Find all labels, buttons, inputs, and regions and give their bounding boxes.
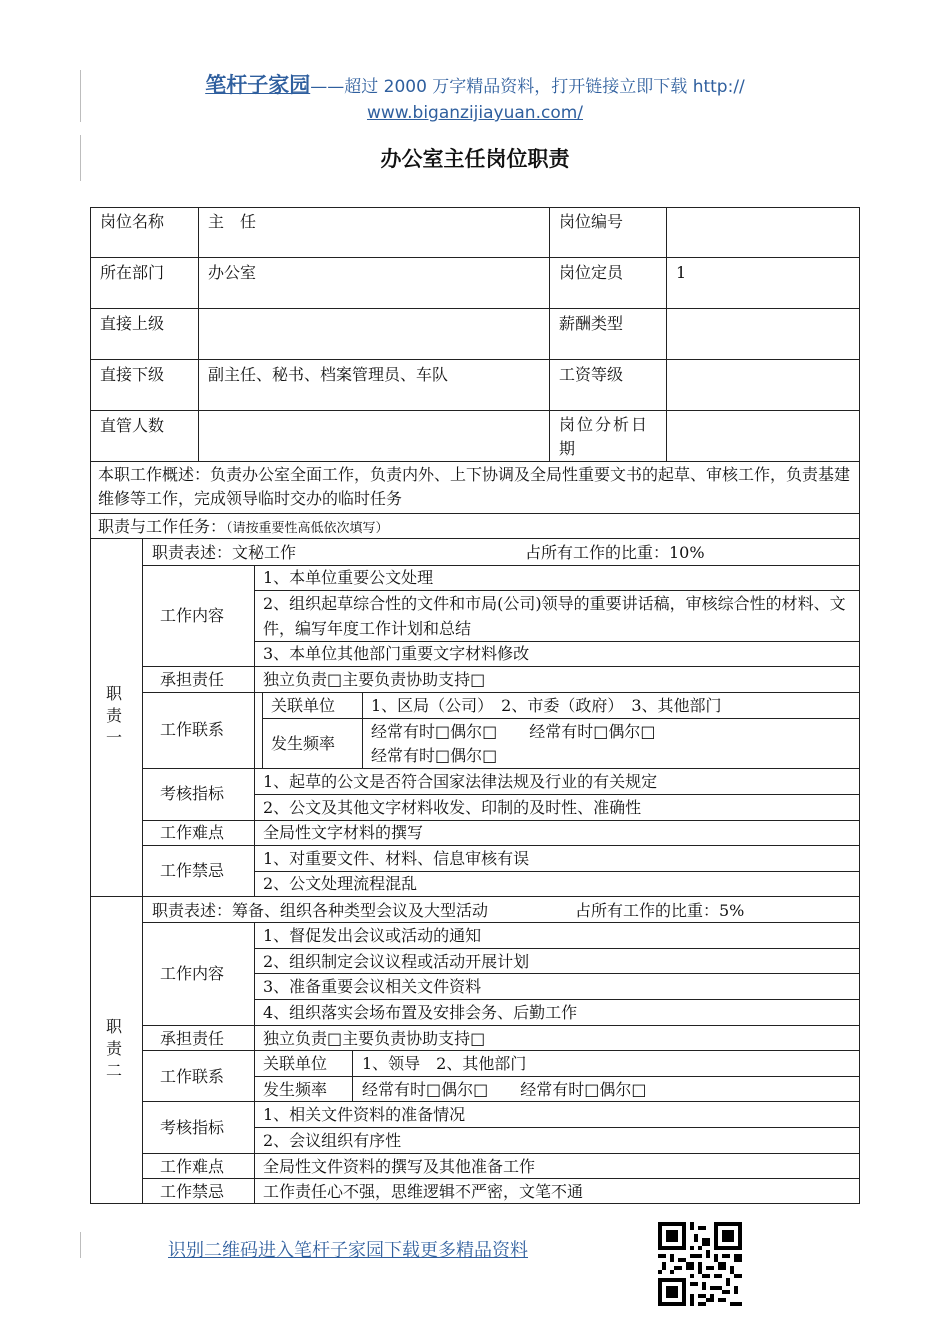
duty1-kpi-label: 考核指标 bbox=[160, 784, 225, 803]
duty2-content-item: 3、准备重要会议相关文件资料 bbox=[263, 977, 482, 996]
duty1-content-item: 1、本单位重要公文处理 bbox=[263, 568, 434, 587]
duty2-kpi-item: 2、会议组织有序性 bbox=[263, 1131, 402, 1150]
qr-code-icon[interactable] bbox=[658, 1222, 742, 1306]
header-tagline: ——超过 2000 万字精品资料，打开链接立即下载 http:// bbox=[310, 77, 745, 97]
department-label: 所在部门 bbox=[100, 263, 165, 282]
duty2-unit-value: 1、领导 2、其他部门 bbox=[362, 1054, 527, 1073]
duty2-label: 职责二 bbox=[106, 1017, 123, 1080]
duty2-freq-value: 经常有时□偶尔□ 经常有时□偶尔□ bbox=[362, 1080, 647, 1099]
duty2-desc: 职责表述：筹备、组织各种类型会议及大型活动 bbox=[152, 901, 489, 920]
duty2-difficulty-value: 全局性文件资料的撰写及其他准备工作 bbox=[263, 1157, 536, 1176]
duty1-kpi-item: 2、公文及其他文字材料收发、印制的及时性、准确性 bbox=[263, 798, 642, 817]
job-overview: 本职工作概述：负责办公室全面工作，负责内外、上下协调及全局性重要文书的起草、审核工作，负责基建维修等工作，完成领导临时交办的临时任务 bbox=[98, 465, 851, 508]
duty2-difficulty-label: 工作难点 bbox=[160, 1157, 225, 1176]
duty1-taboo-item: 2、公文处理流程混乱 bbox=[263, 874, 418, 893]
duty2-contact-label: 工作联系 bbox=[160, 1067, 225, 1086]
duty1-taboo-label: 工作禁忌 bbox=[160, 861, 225, 880]
brand-link[interactable]: 笔杆子家园 bbox=[205, 73, 311, 97]
duty2-taboo-label: 工作禁忌 bbox=[160, 1182, 225, 1201]
duty1-content-label: 工作内容 bbox=[160, 606, 225, 625]
duty1-unit-value: 1、区局（公司） 2、市委（政府） 3、其他部门 bbox=[371, 696, 722, 715]
duty2-content-item: 4、组织落实会场布置及安排会务、后勤工作 bbox=[263, 1003, 578, 1022]
position-code-label: 岗位编号 bbox=[559, 212, 624, 231]
duty1-freq-label: 发生频率 bbox=[271, 734, 336, 753]
salary-grade-label: 工资等级 bbox=[559, 365, 624, 384]
position-name-value: 主 任 bbox=[208, 212, 257, 231]
staffing-value: 1 bbox=[676, 263, 687, 282]
duty2-kpi-label: 考核指标 bbox=[160, 1118, 225, 1137]
duties-header-note: （请按重要性高低依次填写） bbox=[226, 521, 389, 536]
margin-bar bbox=[80, 70, 81, 122]
duty1-content-item: 3、本单位其他部门重要文字材料修改 bbox=[263, 644, 530, 663]
site-url-link[interactable]: www.biganzijiayuan.com/ bbox=[366, 103, 584, 123]
duties-header-label: 职责与工作任务： bbox=[98, 517, 227, 536]
duty2-taboo-value: 工作责任心不强，思维逻辑不严密，文笔不通 bbox=[263, 1182, 584, 1201]
duty2-resp-value: 独立负责□主要负责协助支持□ bbox=[263, 1029, 486, 1048]
margin-bar bbox=[80, 1232, 81, 1258]
footer-download-link[interactable]: 识别二维码进入笔杆子家园下载更多精品资料 bbox=[168, 1240, 528, 1261]
duty1-taboo-item: 1、对重要文件、材料、信息审核有误 bbox=[263, 849, 530, 868]
duty1-difficulty-label: 工作难点 bbox=[160, 823, 225, 842]
duty2-content-item: 1、督促发出会议或活动的通知 bbox=[263, 926, 482, 945]
duty2-content-label: 工作内容 bbox=[160, 964, 225, 983]
duty2-freq-label: 发生频率 bbox=[263, 1080, 328, 1099]
duty1-content-item: 2、组织起草综合性的文件和市局(公司)领导的重要讲话稿，审核综合性的材料、文件，编写年度工作计划和总结 bbox=[263, 594, 846, 638]
duty1-contact-label: 工作联系 bbox=[160, 720, 225, 739]
duty1-desc: 职责表述：文秘工作 bbox=[152, 543, 297, 562]
duty2-resp-label: 承担责任 bbox=[160, 1029, 225, 1048]
duty1-ratio: 占所有工作的比重：10% bbox=[525, 543, 705, 562]
duty2-content-item: 2、组织制定会议议程或活动开展计划 bbox=[263, 952, 530, 971]
subordinate-value: 副主任、秘书、档案管理员、车队 bbox=[208, 365, 449, 384]
superior-label: 直接上级 bbox=[100, 314, 165, 333]
duty2-kpi-item: 1、相关文件资料的准备情况 bbox=[263, 1105, 466, 1124]
position-name-label: 岗位名称 bbox=[100, 212, 165, 231]
staffing-label: 岗位定员 bbox=[559, 263, 624, 282]
duty1-freq-line1: 经常有时□偶尔□ 经常有时□偶尔□ bbox=[371, 722, 656, 741]
duty1-kpi-item: 1、起草的公文是否符合国家法律法规及行业的有关规定 bbox=[263, 772, 658, 791]
analysis-date-label: 岗位分析日期 bbox=[559, 415, 650, 458]
duty1-freq-line2: 经常有时□偶尔□ bbox=[371, 746, 498, 765]
duty1-difficulty-value: 全局性文字材料的撰写 bbox=[263, 823, 424, 842]
subordinate-label: 直接下级 bbox=[100, 365, 165, 384]
duties-header bbox=[98, 515, 389, 541]
duty1-resp-label: 承担责任 bbox=[160, 670, 225, 689]
page-title: 办公室主任岗位职责 bbox=[380, 147, 570, 171]
direct-count-label: 直管人数 bbox=[100, 416, 165, 435]
duty2-unit-label: 关联单位 bbox=[263, 1054, 328, 1073]
duty1-resp-value: 独立负责□主要负责协助支持□ bbox=[263, 670, 486, 689]
pay-type-label: 薪酬类型 bbox=[559, 314, 624, 333]
duty1-label: 职责一 bbox=[106, 684, 123, 747]
duty1-unit-label: 关联单位 bbox=[271, 696, 336, 715]
duty2-ratio: 占所有工作的比重：5% bbox=[575, 901, 745, 920]
department-value: 办公室 bbox=[208, 263, 257, 282]
site-header bbox=[100, 72, 850, 126]
